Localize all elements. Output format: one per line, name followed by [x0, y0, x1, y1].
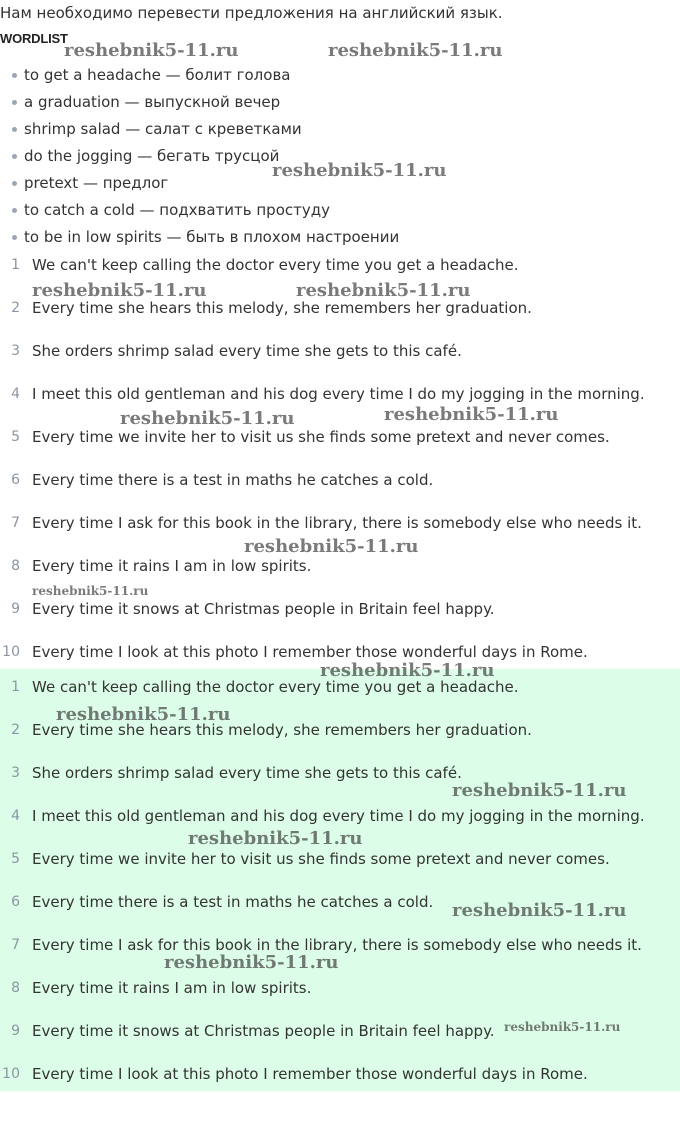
sentence-text: Every time she hears this melody, she remembers her graduation.: [32, 299, 532, 317]
answer-text: Every time I ask for this book in the library, there is somebody else who needs it.: [32, 936, 642, 954]
watermark: reshebnik5-11.ru: [56, 704, 231, 725]
answer-number: 4. 4: [11, 808, 20, 824]
answer-row: [0, 850, 680, 870]
answer-row: [0, 979, 680, 999]
watermark: reshebnik5-11.ru: [320, 660, 495, 681]
answer-text: Every time we invite her to visit us she finds some pretext and never comes.: [32, 850, 610, 868]
sentence-number: 3. 3: [11, 343, 20, 359]
bullet-icon: [12, 181, 17, 186]
watermark: reshebnik5-11.ru: [328, 40, 503, 61]
sentence-number: 1. 1: [11, 257, 20, 273]
sentence-text: Every time I ask for this book in the library, there is somebody else who needs it.: [32, 514, 642, 532]
answer-number: 8. 8: [11, 980, 20, 996]
sentence-number: 6. 6: [11, 472, 20, 488]
sentence-row: [0, 514, 680, 534]
answer-number: 2. 2: [11, 722, 20, 738]
intro-text: Нам необходимо перевести предложения на английский язык.: [0, 4, 503, 22]
answer-text: Every time it snows at Christmas people in Britain feel happy.: [32, 1022, 495, 1040]
sentence-text: She orders shrimp salad every time she gets to this café.: [32, 342, 462, 360]
bullet-icon: [12, 100, 17, 105]
answer-row: [0, 807, 680, 827]
wordlist-item-text: a graduation — выпускной вечер: [24, 93, 281, 111]
answer-text: We can't keep calling the doctor every time you get a headache.: [32, 678, 519, 696]
sentence-row: [0, 643, 680, 663]
watermark: reshebnik5-11.ru: [452, 780, 627, 801]
answer-number: 10. 10: [2, 1066, 20, 1082]
wordlist-item-text: do the jogging — бегать трусцой: [24, 147, 280, 165]
watermark: reshebnik5-11.ru: [64, 40, 239, 61]
sentence-text: Every time we invite her to visit us she finds some pretext and never comes.: [32, 428, 610, 446]
answer-text: Every time there is a test in maths he catches a cold.: [32, 893, 434, 911]
wordlist-item-text: pretext — предлог: [24, 174, 169, 192]
answer-number: 3. 3: [11, 765, 20, 781]
answer-row: [0, 936, 680, 956]
answers-list: [0, 669, 680, 1091]
bullet-icon: [12, 208, 17, 213]
watermark: reshebnik5-11.ru: [120, 408, 295, 429]
answer-text: Every time I look at this photo I remember those wonderful days in Rome.: [32, 1065, 588, 1083]
sentences-list: [0, 256, 680, 668]
watermark: reshebnik5-11.ru: [296, 280, 471, 301]
wordlist-item-text: to get a headache — болит голова: [24, 66, 291, 84]
watermark: reshebnik5-11.ru: [32, 584, 149, 598]
watermark: reshebnik5-11.ru: [188, 828, 363, 849]
sentence-row: [0, 557, 680, 577]
answer-number: 1. 1: [11, 679, 20, 695]
answer-text: I meet this old gentleman and his dog every time I do my jogging in the morning.: [32, 807, 645, 825]
sentence-text: Every time I look at this photo I remember those wonderful days in Rome.: [32, 643, 588, 661]
sentence-row: [0, 471, 680, 491]
answer-row: [0, 1022, 680, 1042]
watermark: reshebnik5-11.ru: [384, 404, 559, 425]
answer-number: 6. 6: [11, 894, 20, 910]
sentence-text: Every time there is a test in maths he catches a cold.: [32, 471, 434, 489]
sentence-number: 2. 2: [11, 300, 20, 316]
wordlist-item-text: shrimp salad — салат с креветками: [24, 120, 302, 138]
answer-number: 7. 7: [11, 937, 20, 953]
sentence-text: Every time it snows at Christmas people in Britain feel happy.: [32, 600, 495, 618]
wordlist-item-text: to catch a cold — подхватить простуду: [24, 201, 330, 219]
sentence-number: 4. 4: [11, 386, 20, 402]
answer-number: 9. 9: [11, 1023, 20, 1039]
sentence-number: 7. 7: [11, 515, 20, 531]
sentence-row: [0, 256, 680, 276]
answer-row: [0, 721, 680, 741]
sentence-number: 10. 10: [2, 644, 20, 660]
answer-row: [0, 1065, 680, 1085]
answer-row: [0, 678, 680, 698]
sentence-row: [0, 299, 680, 319]
answer-row: [0, 764, 680, 784]
sentence-row: [0, 428, 680, 448]
sentence-text: Every time it rains I am in low spirits.: [32, 557, 312, 575]
sentence-number: 5. 5: [11, 429, 20, 445]
sentence-row: [0, 600, 680, 620]
sentence-row: [0, 342, 680, 362]
sentence-number: 8. 8: [11, 558, 20, 574]
wordlist-title: WORDLIST: [0, 31, 68, 46]
watermark: reshebnik5-11.ru: [164, 952, 339, 973]
answer-text: Every time it rains I am in low spirits.: [32, 979, 312, 997]
watermark: reshebnik5-11.ru: [504, 1020, 621, 1034]
answer-text: Every time she hears this melody, she remembers her graduation.: [32, 721, 532, 739]
bullet-icon: [12, 127, 17, 132]
answer-row: [0, 893, 680, 913]
bullet-icon: [12, 154, 17, 159]
sentence-text: We can't keep calling the doctor every time you get a headache.: [32, 256, 519, 274]
answer-text: She orders shrimp salad every time she gets to this café.: [32, 764, 462, 782]
sentence-text: I meet this old gentleman and his dog every time I do my jogging in the morning.: [32, 385, 645, 403]
bullet-icon: [12, 235, 17, 240]
sentence-row: [0, 385, 680, 405]
watermark: reshebnik5-11.ru: [32, 280, 207, 301]
watermark: reshebnik5-11.ru: [452, 900, 627, 921]
watermark: reshebnik5-11.ru: [244, 536, 419, 557]
answer-number: 5. 5: [11, 851, 20, 867]
watermark: reshebnik5-11.ru: [272, 160, 447, 181]
wordlist-item-text: to be in low spirits — быть в плохом настроении: [24, 228, 400, 246]
bullet-icon: [12, 73, 17, 78]
sentence-number: 9. 9: [11, 601, 20, 617]
